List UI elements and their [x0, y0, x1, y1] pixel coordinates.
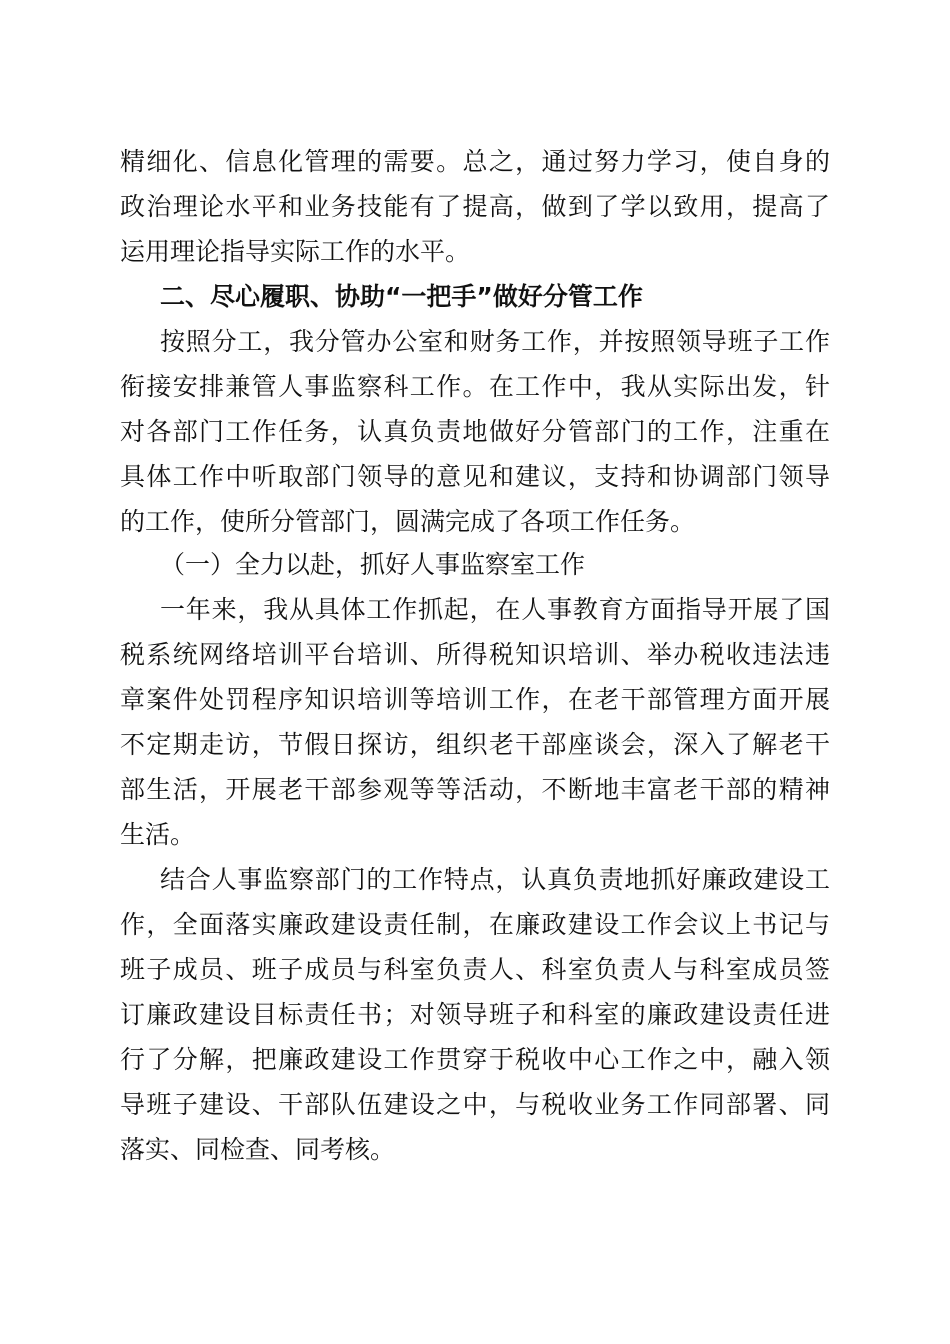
paragraph-3-line-3: 章案件处罚程序知识培训等培训工作，在老干部管理方面开展	[120, 685, 830, 714]
paragraph-4-line-1: 结合人事监察部门的工作特点，认真负责地抓好廉政建设工	[160, 865, 830, 894]
paragraph-4-line-3: 班子成员、班子成员与科室负责人、科室负责人与科室成员签	[120, 955, 830, 984]
paragraph-2-line-4: 具体工作中听取部门领导的意见和建议，支持和协调部门领导	[120, 462, 830, 491]
paragraph-3-line-4: 不定期走访，节假日探访，组织老干部座谈会，深入了解老干	[120, 730, 830, 759]
paragraph-2-line-5: 的工作，使所分管部门，圆满完成了各项工作任务。	[120, 507, 696, 536]
paragraph-4-line-6: 导班子建设、干部队伍建设之中，与税收业务工作同部署、同	[120, 1090, 830, 1119]
section-heading-2: 二、尽心履职、协助“一把手”做好分管工作	[160, 282, 643, 311]
paragraph-4-line-4: 订廉政建设目标责任书；对领导班子和科室的廉政建设责任进	[120, 1000, 830, 1029]
paragraph-1-line-1: 精细化、信息化管理的需要。总之，通过努力学习，使自身的	[120, 147, 830, 176]
paragraph-3-line-1: 一年来，我从具体工作抓起，在人事教育方面指导开展了国	[160, 595, 830, 624]
paragraph-1-line-3: 运用理论指导实际工作的水平。	[120, 237, 471, 266]
paragraph-3-line-6: 生活。	[120, 820, 196, 849]
subsection-heading-1: （一）全力以赴，抓好人事监察室工作	[160, 550, 586, 579]
paragraph-1-line-2: 政治理论水平和业务技能有了提高，做到了学以致用，提高了	[120, 192, 830, 221]
paragraph-4-line-7: 落实、同检查、同考核。	[120, 1135, 396, 1164]
paragraph-2-line-1: 按照分工，我分管办公室和财务工作，并按照领导班子工作	[160, 327, 830, 356]
paragraph-3-line-2: 税系统网络培训平台培训、所得税知识培训、举办税收违法违	[120, 640, 830, 669]
paragraph-4-line-2: 作，全面落实廉政建设责任制，在廉政建设工作会议上书记与	[120, 910, 830, 939]
paragraph-4-line-5: 行了分解，把廉政建设工作贯穿于税收中心工作之中，融入领	[120, 1045, 830, 1074]
paragraph-3-line-5: 部生活，开展老干部参观等等活动，不断地丰富老干部的精神	[120, 775, 830, 804]
paragraph-2-line-2: 衔接安排兼管人事监察科工作。在工作中，我从实际出发，针	[120, 372, 830, 401]
paragraph-2-line-3: 对各部门工作任务，认真负责地做好分管部门的工作，注重在	[120, 417, 830, 446]
